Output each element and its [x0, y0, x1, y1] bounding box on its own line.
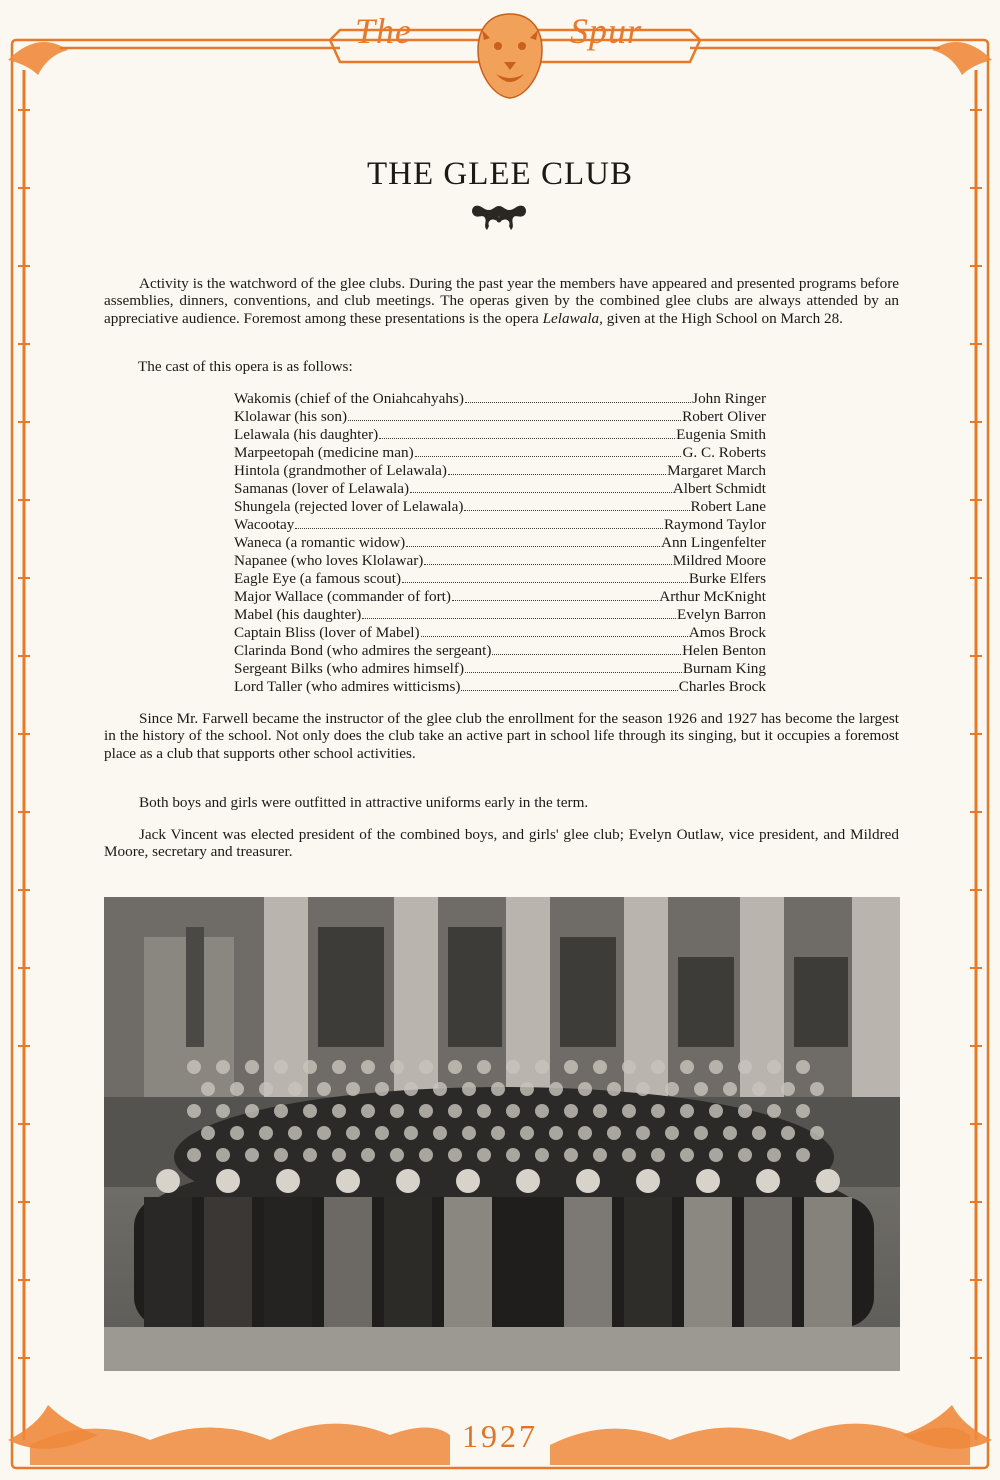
cast-role: Marpeetopah (medicine man) [234, 444, 414, 461]
cast-actor: Helen Benton [682, 642, 766, 659]
cast-row [234, 534, 766, 552]
cast-actor: Eugenia Smith [676, 426, 766, 443]
cast-actor: Arthur McKnight [659, 588, 766, 605]
footer-year: 1927 [462, 1418, 538, 1454]
fleuron-ornament-icon [466, 200, 532, 236]
leader-dots [448, 463, 666, 475]
cast-role: Samanas (lover of Lelawala) [234, 480, 409, 497]
cast-row [234, 606, 766, 624]
cast-actor: Raymond Taylor [663, 516, 766, 533]
cast-actor: John Ringer [692, 390, 766, 407]
leader-dots [415, 445, 682, 457]
cast-row [234, 390, 766, 408]
cast-actor: G. C. Roberts [682, 444, 766, 461]
cast-actor: Evelyn Barron [677, 606, 766, 623]
cast-role: Captain Bliss (lover of Mabel) [234, 624, 420, 641]
leader-dots [461, 679, 677, 691]
cast-row [234, 444, 766, 462]
leader-dots [348, 409, 681, 421]
page-title: THE GLEE CLUB [367, 156, 633, 193]
cast-actor: Albert Schmidt [672, 480, 766, 497]
enrollment-paragraph: Since Mr. Farwell became the instructor of the glee club the enrollment for the season 1926 and 1927 has become the largest in the history of the school. Not only does the club take an active part in school life through its singing, but it occupies a foremost place as a club that supports other school activities. [104, 710, 899, 762]
cast-role: Waneca (a romantic widow) [234, 534, 406, 551]
intro-text-part2: given at the High School on March 28. [602, 309, 843, 327]
leader-dots [406, 535, 660, 547]
leader-dots [464, 499, 689, 511]
cast-actor: Robert Oliver [682, 408, 766, 425]
header-spur: Spur [570, 11, 643, 51]
cast-actor: Amos Brock [688, 624, 766, 641]
cast-row [234, 660, 766, 678]
group-photo-image [104, 897, 900, 1371]
leader-dots [465, 391, 691, 403]
cast-list [234, 390, 766, 696]
cast-row [234, 516, 766, 534]
cast-actor: Ann Lingenfelter [660, 534, 766, 551]
cast-row [234, 480, 766, 498]
leader-dots [410, 481, 672, 493]
cast-row [234, 552, 766, 570]
cast-role: Eagle Eye (a famous scout) [234, 570, 401, 587]
leader-dots [465, 661, 682, 673]
leader-dots [492, 643, 681, 655]
cast-role: Klolawar (his son) [234, 408, 348, 425]
leader-dots [295, 517, 663, 529]
header-the: The [355, 11, 412, 51]
cast-role: Hintola (grandmother of Lelawala) [234, 462, 447, 479]
cast-row [234, 462, 766, 480]
cast-actor: Burke Elfers [688, 570, 766, 587]
officers-paragraph: Jack Vincent was elected president of the combined boys, and girls' glee club; Evelyn Outlaw, vice president, and Mildred Moore, secretary and treasurer. [104, 826, 899, 861]
leader-dots [424, 553, 671, 565]
leader-dots [362, 607, 676, 619]
cast-intro-paragraph: The cast of this opera is as follows: [138, 358, 353, 375]
cast-actor: Burnam King [682, 660, 766, 677]
uniforms-paragraph: Both boys and girls were outfitted in attractive uniforms early in the term. [139, 794, 589, 811]
leader-dots [452, 589, 658, 601]
intro-paragraph [104, 275, 899, 327]
cast-actor: Margaret March [667, 462, 766, 479]
cast-actor: Robert Lane [690, 498, 766, 515]
cast-role: Sergeant Bilks (who admires himself) [234, 660, 465, 677]
tiger-head-emblem [470, 10, 550, 102]
cast-role: Major Wallace (commander of fort) [234, 588, 451, 605]
cast-role: Mabel (his daughter) [234, 606, 362, 623]
cast-row [234, 408, 766, 426]
cast-row [234, 570, 766, 588]
cast-row [234, 624, 766, 642]
leader-dots [421, 625, 688, 637]
cast-role: Napanee (who loves Klolawar) [234, 552, 424, 569]
cast-role: Clarinda Bond (who admires the sergeant) [234, 642, 492, 659]
cast-role: Shungela (rejected lover of Lelawala) [234, 498, 464, 515]
cast-role: Lelawala (his daughter) [234, 426, 379, 443]
cast-role: Lord Taller (who admires witticisms) [234, 678, 461, 695]
cast-actor: Mildred Moore [672, 552, 766, 569]
cast-actor: Charles Brock [678, 678, 766, 695]
group-photo [104, 897, 900, 1371]
cast-row [234, 498, 766, 516]
cast-role: Wakomis (chief of the Oniahcahyahs) [234, 390, 464, 407]
cast-row [234, 588, 766, 606]
cast-row [234, 426, 766, 444]
intro-text-part1: Activity is the watchword of the glee clubs. During the past year the members have appeared and presented programs before assemblies, dinners, conventions, and club meetings. The operas given by the combined glee clubs are always attended by an appreciative audience. Foremost among these presentations is the opera [104, 275, 899, 327]
cast-role: Wacootay [234, 516, 295, 533]
leader-dots [402, 571, 688, 583]
opera-title: Lelawala, [542, 309, 603, 327]
cast-row [234, 678, 766, 696]
cast-row [234, 642, 766, 660]
leader-dots [379, 427, 675, 439]
